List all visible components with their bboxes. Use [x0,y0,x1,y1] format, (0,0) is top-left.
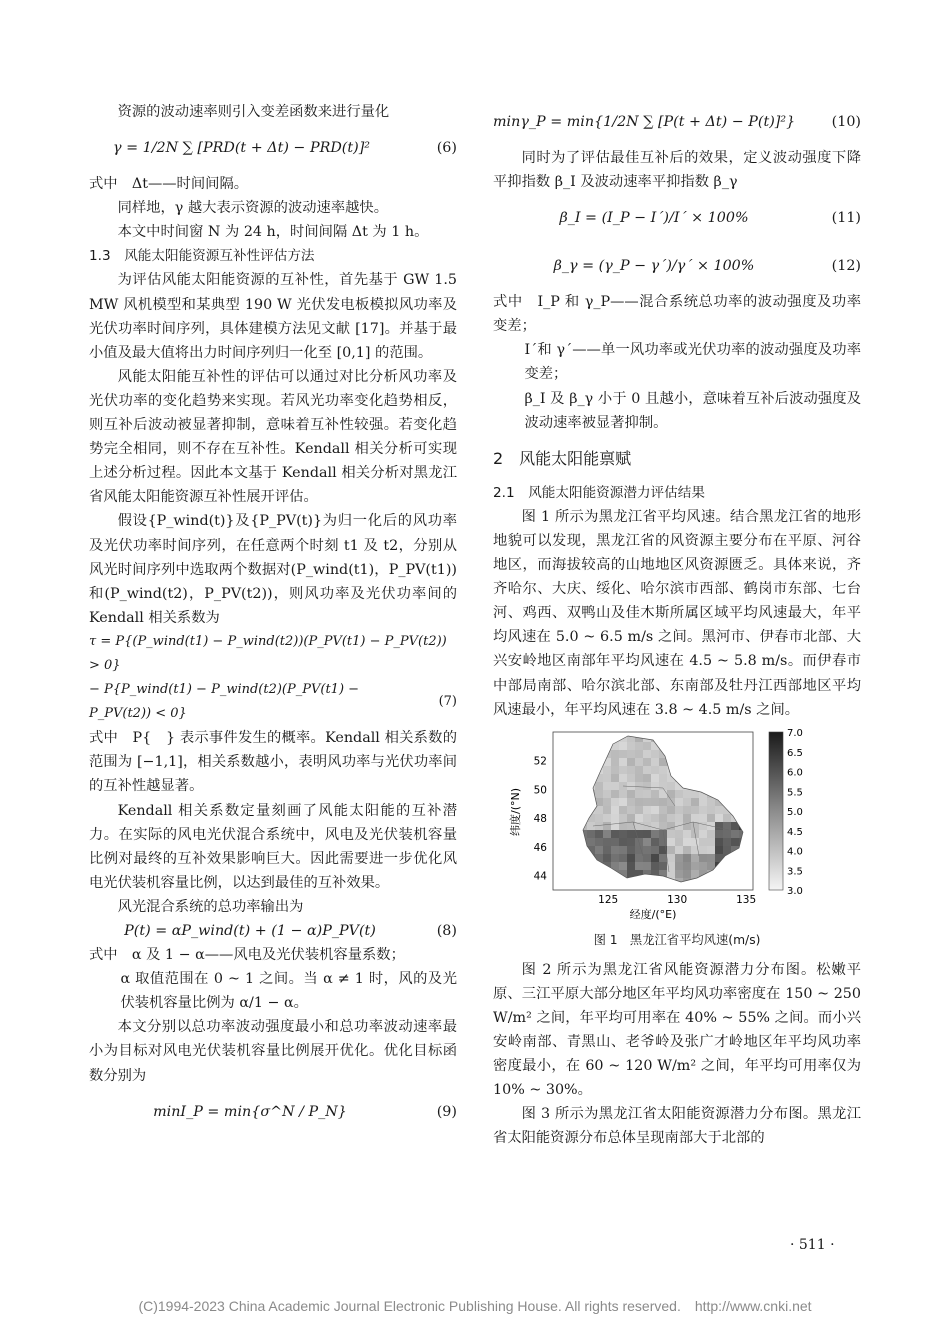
equation-body: β_γ = (γ_P − γ´)/γ´ × 100% [553,258,755,275]
heatmap-cell [619,854,627,862]
heatmap-cell [659,806,667,814]
heatmap-cell [619,838,627,846]
heatmap-cell [691,806,699,814]
heatmap-cell [683,846,691,854]
equation-10 [493,98,861,146]
heatmap-cell [635,806,643,814]
heatmap-cell [627,830,635,838]
heatmap-cell [651,758,659,766]
heatmap-cell [683,790,691,798]
heatmap-cell [675,854,683,862]
heatmap-cell [603,854,611,862]
colorbar-tick-label: 5.5 [787,786,803,798]
heatmap-cell [627,806,635,814]
heatmap-cell [643,830,651,838]
heatmap-cell [723,846,731,854]
heatmap-cell [643,854,651,862]
equation-number: (8) [436,923,457,939]
heatmap-cell [627,822,635,830]
heatmap-cell [635,790,643,798]
heatmap-cell [611,766,619,774]
heatmap-cell [715,830,723,838]
equation-number: (6) [436,140,457,157]
heatmap-cell [619,766,627,774]
heatmap-cell [595,822,603,830]
x-tick-label: 130 [667,893,688,906]
heatmap-cell [603,806,611,814]
heatmap-cell [635,854,643,862]
heatmap-cell [683,798,691,806]
paragraph: 本文分别以总功率波动强度最小和总功率波动速率最小为目标对风电光伏装机容量比例展开优化。优化目标函数分别为 [89,1019,457,1084]
heatmap-cell [635,822,643,830]
heatmap-cell [667,798,675,806]
heatmap-cell [667,814,675,822]
right-column [493,100,861,1151]
heatmap-cell [611,838,619,846]
heatmap-cell [595,782,603,790]
paragraph: 本文中时间窗 N 为 24 h，时间间隔 Δt 为 1 h。 [117,224,429,241]
heatmap-cell [595,838,603,846]
heatmap-cell [707,854,715,862]
heatmap-cell [635,798,643,806]
x-axis-label: 经度/(°E) [629,907,677,921]
heatmap-cell [595,846,603,854]
heatmap-cell [699,806,707,814]
heatmap-cell [683,830,691,838]
heatmap-cell [683,854,691,862]
heatmap-cell [659,790,667,798]
heatmap-cell [603,766,611,774]
heatmap-cell [627,758,635,766]
figure-1-wind-speed-map [493,726,861,926]
variable-definition: β_I 及 β_γ 小于 0 且越小，意味着互补后波动强度及波动速率被显著抑制。 [524,390,861,431]
heatmap-cell [635,782,643,790]
heatmap-cell [675,790,683,798]
heatmap-cell [627,862,635,870]
copyright-footer: (C)1994-2023 China Academic Journal Electronic Publishing House. All rights reserved. http://www.cnki.net [138,1298,812,1314]
equation-body: minI_P = min{σ^N / P_N} [153,1103,347,1120]
heatmap-cell [603,790,611,798]
variable-definition: I´和 γ´——单一风功率或光伏功率的波动强度及功率变差； [524,342,861,383]
wind-speed-heatmap [493,726,861,926]
heatmap-cell [627,750,635,758]
equation-number: (12) [831,258,861,275]
heatmap-cell [675,822,683,830]
paragraph: 图 1 所示为黑龙江省平均风速。结合黑龙江省的地形地貌可以发现，黑龙江省的风资源主要分布在平原、河谷地区，而海拔较高的山地地区风资源匮乏。具体来说，齐齐哈尔、大庆、绥化、哈尔滨市西部、鹤岗市东部、七台河、鸡西、双鸭山及佳木斯所属区域平均风速最大，年平均风速在 5.0 ~ 6.5 m/s 之间。黑河市、伊春市北部、大兴安岭地区南部年平均风速在 4.5 ~ 5.8 m/s。而伊春市中部局南部、哈尔滨北部、东南部及牡丹江西部地区平均风速最小，年平均风速在 3.8 ~ 4.5 m/s 之间。 [493,508,861,718]
heatmap-cell [731,838,739,846]
heatmap-cell [659,838,667,846]
x-tick-label: 125 [598,893,619,906]
colorbar-tick-label: 3.5 [787,865,803,877]
heatmap-cell [683,870,691,878]
heatmap-cell [635,742,643,750]
heatmap-cell [715,838,723,846]
heatmap-cell [667,782,675,790]
heatmap-cell [587,830,595,838]
heatmap-cell [699,862,707,870]
heatmap-cell [643,742,651,750]
heatmap-cell [611,750,619,758]
equation-number: (9) [436,1103,457,1120]
heatmap-cell [627,790,635,798]
heatmap-cell [627,798,635,806]
equation-9 [89,1088,457,1136]
heatmap-cell [651,862,659,870]
x-tick-label: 135 [736,893,757,906]
colorbar-tick-label: 6.0 [787,767,803,779]
y-axis-ticks [534,755,548,882]
heatmap-cell [667,830,675,838]
heatmap-cell [635,774,643,782]
heatmap-cell [707,798,715,806]
heatmap-cell [603,774,611,782]
heatmap-cell [611,854,619,862]
equation-body: P(t) = αP_wind(t) + (1 − α)P_PV(t) [124,923,376,939]
equation-11 [493,194,861,242]
heatmap-cell [651,774,659,782]
heatmap-cell [611,798,619,806]
colorbar-tick-label: 6.5 [787,747,803,759]
heatmap-cell [683,814,691,822]
heatmap-cell [651,798,659,806]
heatmap-cell [643,862,651,870]
variable-definition: α 取值范围在 0 ~ 1 之间。当 α ≠ 1 时，风的及光伏装机容量比例为 α/1 − α。 [120,971,457,1012]
heatmap-cell [707,830,715,838]
y-axis-label: 纬度/(°N) [509,787,522,836]
heatmap-cell [619,806,627,814]
heatmap-cell [595,830,603,838]
heatmap-cell [643,758,651,766]
heatmap-cell [635,814,643,822]
colorbar-tick-label: 3.0 [787,885,803,897]
paragraph: 同时为了评估最佳互补后的效果，定义波动强度下降平抑指数 β_I 及波动速率平抑指数 β_γ [493,150,861,191]
paragraph: 为评估风能太阳能资源的互补性，首先基于 GW 1.5 MW 风机模型和某典型 190 W 光伏发电板模拟风功率及光伏功率时间序列，具体建模方法见文献 [17]。并基于最小值及最大值将出力时间序列归一化至 [0,1] 的范围。 [89,272,457,361]
heatmap-cell [699,830,707,838]
heatmap-cell [683,822,691,830]
heatmap-cell [691,870,699,878]
heatmap-cell [675,806,683,814]
heatmap-cell [603,830,611,838]
heatmap-cell [651,854,659,862]
heatmap-cell [611,830,619,838]
equation-body: − P{P_wind(t1) − P_wind(t2)(P_PV(t1) − P_PV(t2)) < 0} [89,682,360,722]
heatmap-cell [699,798,707,806]
paragraph: Kendall 相关系数定量刻画了风能太阳能的互补潜力。在实际的风电光伏混合系统中，风电及光伏装机容量比例对最终的互补效果影响巨大。因此需要进一步优化风电光伏装机容量比例，以达到最佳的互补效果。 [89,802,457,891]
heatmap-cell [667,854,675,862]
equation-number: (10) [831,113,861,130]
heatmap-cell [651,838,659,846]
equation-body: τ = P{(P_wind(t1) − P_wind(t2))(P_PV(t1) − P_PV(t2)) > 0} [89,633,447,673]
heatmap-cell [651,846,659,854]
colorbar-tick-label: 4.0 [787,846,803,858]
y-tick-label: 48 [533,812,547,825]
page-number: · 511 · [790,1237,835,1253]
heatmap-cell [611,790,619,798]
section-heading-1-3: 1.3 风能太阳能资源互补性评估方法 [89,248,315,265]
heatmap-cell [651,782,659,790]
heatmap-cell [603,846,611,854]
heatmap-cell [691,798,699,806]
paragraph: 图 2 所示为黑龙江省风能资源潜力分布图。松嫩平原、三江平原大部分地区年平均风功率密度在 150 ~ 250 W/m² 之间，年平均可用率在 40% ~ 55% 之间。而小兴安岭南部、青黑山、老爷岭及张广才岭地区年平均风功率密度最小，在 60 ~ 120 W/m² 之间，年平均可用率仅为 10% ~ 30%。 [493,961,861,1099]
heatmap-cell [643,846,651,854]
heatmap-cell [691,814,699,822]
heatmap-cell [651,830,659,838]
heatmap-cell [667,838,675,846]
heatmap-cell [659,854,667,862]
equation-body: β_I = (I_P − I´)/I´ × 100% [559,210,749,227]
heatmap-cell [587,838,595,846]
section-heading-2-1: 2.1 风能太阳能资源潜力评估结果 [493,484,705,501]
heatmap-cell [715,822,723,830]
heatmap-cell [651,814,659,822]
heatmap-cell [619,830,627,838]
heatmap-cell [619,790,627,798]
heatmap-cell [731,830,739,838]
equation-6 [89,124,457,172]
heatmap-cell [595,790,603,798]
heatmap-cell [675,870,683,878]
heatmap-cell [643,822,651,830]
heatmap-cell [707,838,715,846]
equation-number: (7) [438,694,457,710]
y-tick-label: 50 [533,784,547,797]
heatmap-cell [635,766,643,774]
figure-caption: 图 1 黑龙江省平均风速(m/s) [593,932,761,947]
heatmap-cell [611,774,619,782]
heatmap-cell [651,806,659,814]
heatmap-cell [643,806,651,814]
heatmap-cell [667,870,675,878]
heatmap-cell [651,790,659,798]
heatmap-cell [667,790,675,798]
heatmap-cell [675,838,683,846]
equation-12 [493,242,861,290]
heatmap-cell [643,750,651,758]
heatmap-cell [643,766,651,774]
heatmap-cell [643,782,651,790]
x-axis-ticks [598,894,756,906]
heatmap-cell [699,822,707,830]
equation-body: minγ_P = min{1/2N ∑ [P(t + Δt) − P(t)]²} [493,113,796,130]
heatmap-cell [651,750,659,758]
colorbar-ticks [787,728,803,897]
heatmap-cell [643,790,651,798]
equation-8 [89,919,457,943]
heatmap-cell [667,806,675,814]
heatmap-cell [635,862,643,870]
heatmap-cell [715,814,723,822]
heatmap-cell [611,782,619,790]
equation-body: γ = 1/2N ∑ [PRD(t + Δt) − PRD(t)]² [113,140,371,157]
heatmap-cell [715,806,723,814]
heatmap-cell [619,742,627,750]
y-tick-label: 46 [533,841,547,854]
heatmap-cell [683,862,691,870]
heatmap-cell [651,766,659,774]
heatmap-cell [619,798,627,806]
heatmap-cell [675,846,683,854]
heatmap-cell [611,846,619,854]
heatmap-cell [659,822,667,830]
heatmap-cell [619,758,627,766]
colorbar-tick-label: 5.0 [787,806,803,818]
heatmap-cell [659,774,667,782]
paragraph: 同样地，γ 越大表示资源的波动速率越快。 [117,200,389,217]
left-column [89,100,457,1136]
heatmap-cell [723,838,731,846]
paragraph: 假设{P_wind(t)}及{P_PV(t)}为归一化后的风功率及光伏功率时间序列，在任意两个时刻 t1 及 t2，分别从风光时间序列中选取两个数据对(P_wind(t1)，P_PV(t1))和(P_wind(t2)，P_PV(t2))，则风功率及光伏功率间的 Kendall 相关系数为 [89,513,457,626]
heatmap-cell [627,766,635,774]
heatmap-cell [643,798,651,806]
heatmap-cell [595,814,603,822]
paragraph: 风光混合系统的总功率输出为 [117,898,304,915]
heatmap-cell [603,838,611,846]
colorbar [769,732,783,890]
heatmap-cell [603,822,611,830]
heatmap-cell [627,854,635,862]
heatmap-cell [675,862,683,870]
heatmap-cell [635,830,643,838]
heatmap-cell [683,838,691,846]
heatmap-cell [659,798,667,806]
heatmap-cell [611,806,619,814]
heatmap-cell [699,814,707,822]
section-heading-2: 2 风能太阳能禀赋 [493,448,632,468]
heatmap-cell [699,838,707,846]
heatmap-cell [603,798,611,806]
variable-definition: 式中 α 及 1 − α——风电及光伏装机容量系数； [89,947,405,964]
heatmap-cell [643,838,651,846]
heatmap-cell [603,814,611,822]
heatmap-cell [659,862,667,870]
heatmap-cell [611,822,619,830]
colorbar-tick-label: 4.5 [787,826,803,838]
heatmap-cell [627,846,635,854]
paragraph: 图 3 所示为黑龙江省太阳能资源潜力分布图。黑龙江省太阳能资源分布总体呈现南部大于北部的 [493,1106,861,1147]
heatmap-cell [675,798,683,806]
heatmap-cell [715,846,723,854]
heatmap-cell [699,846,707,854]
heatmap-cell [611,814,619,822]
y-tick-label: 44 [533,870,547,883]
heatmap-cell [675,814,683,822]
paragraph: 风能太阳能互补性的评估可以通过对比分析风功率及光伏功率的变化趋势来实现。若风光功率变化趋势相反，则互补后波动被显著抑制，意味着互补性较强。若变化趋势完全相同，则不存在互补性。Kendall 相关分析可实现上述分析过程。因此本文基于 Kendall 相关分析对黑龙江省风能太阳能资源互补性展开评估。 [89,368,457,506]
colorbar-tick-label: 7.0 [787,727,803,739]
heatmap-cell [707,846,715,854]
heatmap-cell [619,814,627,822]
heatmap-cell [627,814,635,822]
heatmap-cell [691,838,699,846]
heatmap-cell [627,838,635,846]
variable-definition: 式中 Δt——时间间隔。 [89,176,249,193]
heatmap-cell [603,782,611,790]
heatmap-cell [619,774,627,782]
equation-7-line-1 [89,630,457,678]
heatmap-cell [659,766,667,774]
heatmap-cell [619,750,627,758]
heatmap-cell [707,806,715,814]
variable-definition: 式中 P{ } 表示事件发生的概率。Kendall 相关系数的范围为 [−1,1]，相关系数越小，表明风功率与光伏功率间的互补性越显著。 [89,730,457,795]
heatmap-cell [723,830,731,838]
heatmap-cell [723,814,731,822]
heatmap-cell [635,750,643,758]
heatmap-cell [643,814,651,822]
heatmap-cell [691,862,699,870]
heatmap-cell [619,846,627,854]
heatmap-cell [627,742,635,750]
heatmap-cell [707,814,715,822]
heatmap-cell [611,758,619,766]
heatmap-cell [667,846,675,854]
heatmap-cell [627,774,635,782]
heatmap-cell [619,862,627,870]
heatmap-cell [635,758,643,766]
heatmap-cell [699,854,707,862]
heatmap-cell [659,814,667,822]
equation-number: (11) [831,210,861,227]
paragraph: 资源的波动速率则引入变差函数来进行量化 [117,104,390,120]
heatmap-cell [643,774,651,782]
variable-definition: 式中 I_P 和 γ_P——混合系统总功率的波动强度及功率变差； [493,294,861,335]
heatmap-cell [659,782,667,790]
heatmap-cell [627,782,635,790]
equation-7-line-2 [89,678,457,726]
heatmap-cell [675,830,683,838]
heatmap-cell [691,854,699,862]
heatmap-cell [683,806,691,814]
y-tick-label: 52 [533,755,547,768]
